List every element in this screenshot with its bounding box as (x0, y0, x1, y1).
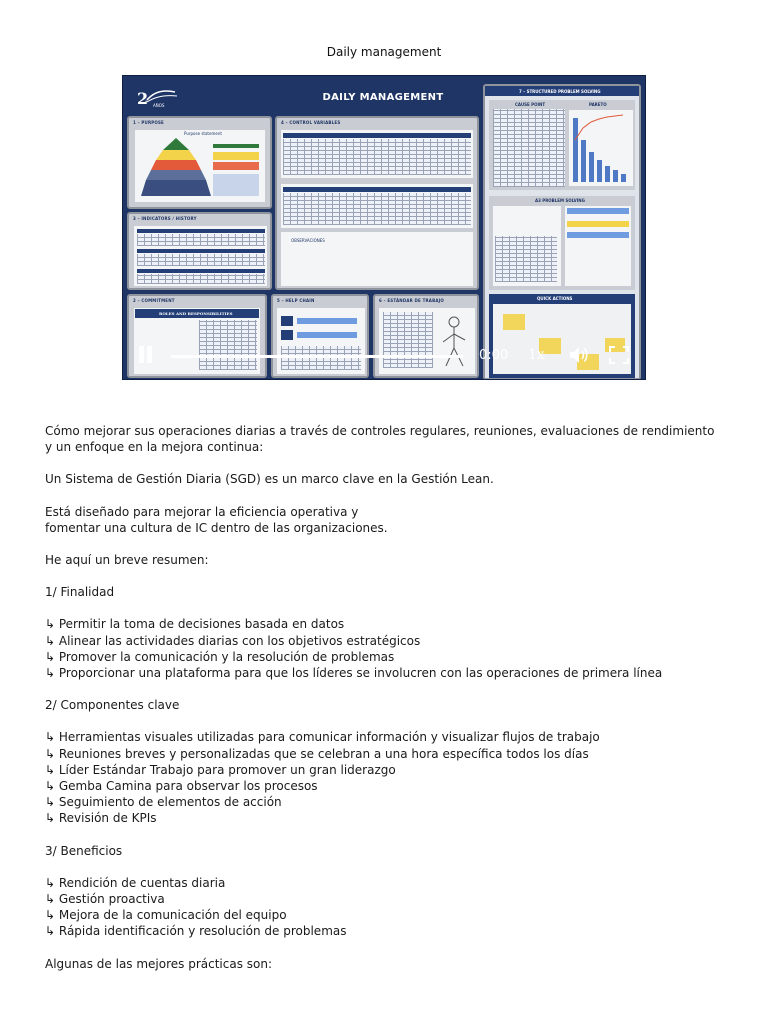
section1-list (45, 616, 725, 681)
list-item: ↳ Promover la comunicación y la resolución de problemas (45, 649, 395, 664)
pause-icon (139, 346, 144, 363)
worker-figure (437, 314, 471, 368)
page-title: Daily management (326, 45, 442, 59)
observations-label: OBSERVACIONES (291, 238, 325, 243)
panel-control-variables (275, 116, 479, 290)
designed-line-2: fomentar una cultura de IC dentro de las organizaciones. (45, 520, 388, 535)
list-item: ↳ Proporcionar una plataforma para que los líderes se involucren con las operaciones de primera línea (45, 666, 663, 681)
panel-standard-work (373, 294, 479, 378)
list-item: ↳ Seguimiento de elementos de acción (45, 795, 282, 810)
panel-standard-title: 6 – ESTÁNDAR DE TRABAJO (379, 298, 444, 303)
fullscreen-button[interactable] (609, 346, 629, 364)
list-item: ↳ Revisión de KPIs (45, 811, 157, 826)
section-heading: 2/ Componentes clave (45, 698, 180, 713)
designed-paragraph (45, 504, 725, 536)
summary-paragraph: He aquí un breve resumen: (45, 553, 209, 568)
pareto-label: PARETO (589, 102, 607, 107)
list-item: ↳ Gestión proactiva (45, 892, 165, 907)
list-item: ↳ Rendición de cuentas diaria (45, 875, 226, 890)
purpose-subtitle: Purpose statement (184, 131, 222, 136)
panel-structured-title: 7 – STRUCTURED PROBLEM SOLVING (519, 89, 601, 94)
panel-indicators-title: 3 – INDICATORS / HISTORY (133, 216, 197, 221)
list-item: ↳ Mejora de la comunicación del equipo (45, 908, 287, 923)
section-heading: 3/ Beneficios (45, 843, 123, 858)
practices-paragraph: Algunas de las mejores prácticas son: (45, 956, 273, 971)
svg-text:AÑOS: AÑOS (153, 103, 165, 108)
panel-commitment-title: 2 – COMMITMENT (133, 298, 175, 303)
list-item: ↳ Gemba Camina para observar los procesos (45, 779, 318, 794)
list-item: ↳ Reuniones breves y personalizadas que se celebran a una hora específica todos los días (45, 746, 589, 761)
quick-actions-label: QUICK ACTIONS (537, 296, 573, 301)
list-item: ↳ Permitir la toma de decisiones basada en datos (45, 617, 345, 632)
fullscreen-icon (609, 346, 629, 364)
progress-bar[interactable] (171, 355, 463, 358)
volume-icon (569, 346, 591, 364)
panel-purpose (127, 116, 272, 209)
pareto-chart (569, 110, 633, 186)
pause-button[interactable] (137, 344, 155, 366)
designed-line-1: Está diseñado para mejorar la eficiencia operativa y (45, 504, 359, 519)
sgd-paragraph: Un Sistema de Gestión Diaria (SGD) es un marco clave en la Gestión Lean. (45, 472, 494, 487)
time-display: 0:00 (479, 348, 509, 363)
panel-help-chain (271, 294, 369, 378)
a3-label: A3 PROBLEM SOLVING (535, 198, 585, 203)
section-heading: 1/ Finalidad (45, 585, 115, 600)
section3-list (45, 875, 725, 940)
playback-speed-button[interactable]: 1x (528, 347, 545, 363)
list-item: ↳ Herramientas visuales utilizadas para comunicar información y visualizar flujos de trabajo (45, 730, 600, 745)
list-item: ↳ Rápida identificación y resolución de problemas (45, 924, 347, 939)
article-body (45, 423, 725, 988)
intro-paragraph: Cómo mejorar sus operaciones diarias a través de controles regulares, reuniones, evaluaciones de rendimiento y un enfoque en la mejora continua: (45, 424, 715, 455)
list-item: ↳ Alinear las actividades diarias con los objetivos estratégicos (45, 633, 421, 648)
logo (135, 86, 181, 110)
cause-point-label: CAUSE POINT (515, 102, 546, 107)
panel-help-title: 5 – HELP CHAIN (277, 298, 315, 303)
section2-list (45, 729, 725, 826)
panel-purpose-title: 1 – PURPOSE (133, 120, 164, 125)
roles-title: ROLES AND RESPONSIBILITIES (159, 311, 233, 316)
board-title: DAILY MANAGEMENT (322, 92, 444, 103)
panel-control-title: 4 – CONTROL VARIABLES (281, 120, 341, 125)
panel-indicators (127, 212, 272, 290)
volume-button[interactable] (569, 346, 591, 364)
list-item: ↳ Líder Estándar Trabajo para promover un gran liderazgo (45, 762, 396, 777)
svg-text:2: 2 (137, 89, 149, 108)
video-player[interactable] (122, 75, 646, 380)
pyramid-graphic (141, 138, 261, 198)
panel-structured-problem-solving (483, 84, 641, 380)
